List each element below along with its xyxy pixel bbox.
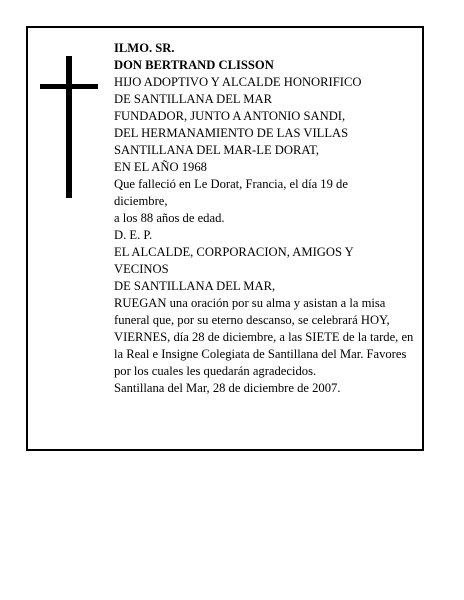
dateline: Santillana del Mar, 28 de diciembre de 2007. [114,381,341,395]
obituary-notice [26,26,424,451]
body-line: DEL HERMANAMIENTO DE LAS VILLAS [114,126,349,140]
deceased-name: DON BERTRAND CLISSON [114,58,274,72]
body-line: Que falleció en Le Dorat, Francia, el día 19 de [114,177,348,191]
notice-text [114,40,420,397]
closing-paragraph: RUEGAN una oración por su alma y asistan a la misa funeral que, por su eterno descanso, se celebrará HOY, VIERNES, día 28 de diciembre, a las SIETE de la tarde, en la Real e Insigne Colegiata de Santillana del Mar. Favores por los cuales les quedarán agradecidos. [114,296,414,378]
body-line: a los 88 años de edad. [114,211,225,225]
honorific-title: ILMO. SR. [114,41,175,55]
body-line: EN EL AÑO 1968 [114,160,207,174]
cross-icon [40,56,100,198]
body-line: DE SANTILLANA DEL MAR [114,92,272,106]
body-line: D. E. P. [114,228,153,242]
body-line: HIJO ADOPTIVO Y ALCALDE HONORIFICO [114,75,362,89]
body-line: FUNDADOR, JUNTO A ANTONIO SANDI, [114,109,346,123]
body-line: EL ALCALDE, CORPORACION, AMIGOS Y [114,245,354,259]
body-line: SANTILLANA DEL MAR-LE DORAT, [114,143,319,157]
body-line: VECINOS [114,262,169,276]
body-line: DE SANTILLANA DEL MAR, [114,279,276,293]
cross-horizontal-bar [40,84,98,89]
body-line: diciembre, [114,194,168,208]
cross-vertical-bar [66,56,72,198]
